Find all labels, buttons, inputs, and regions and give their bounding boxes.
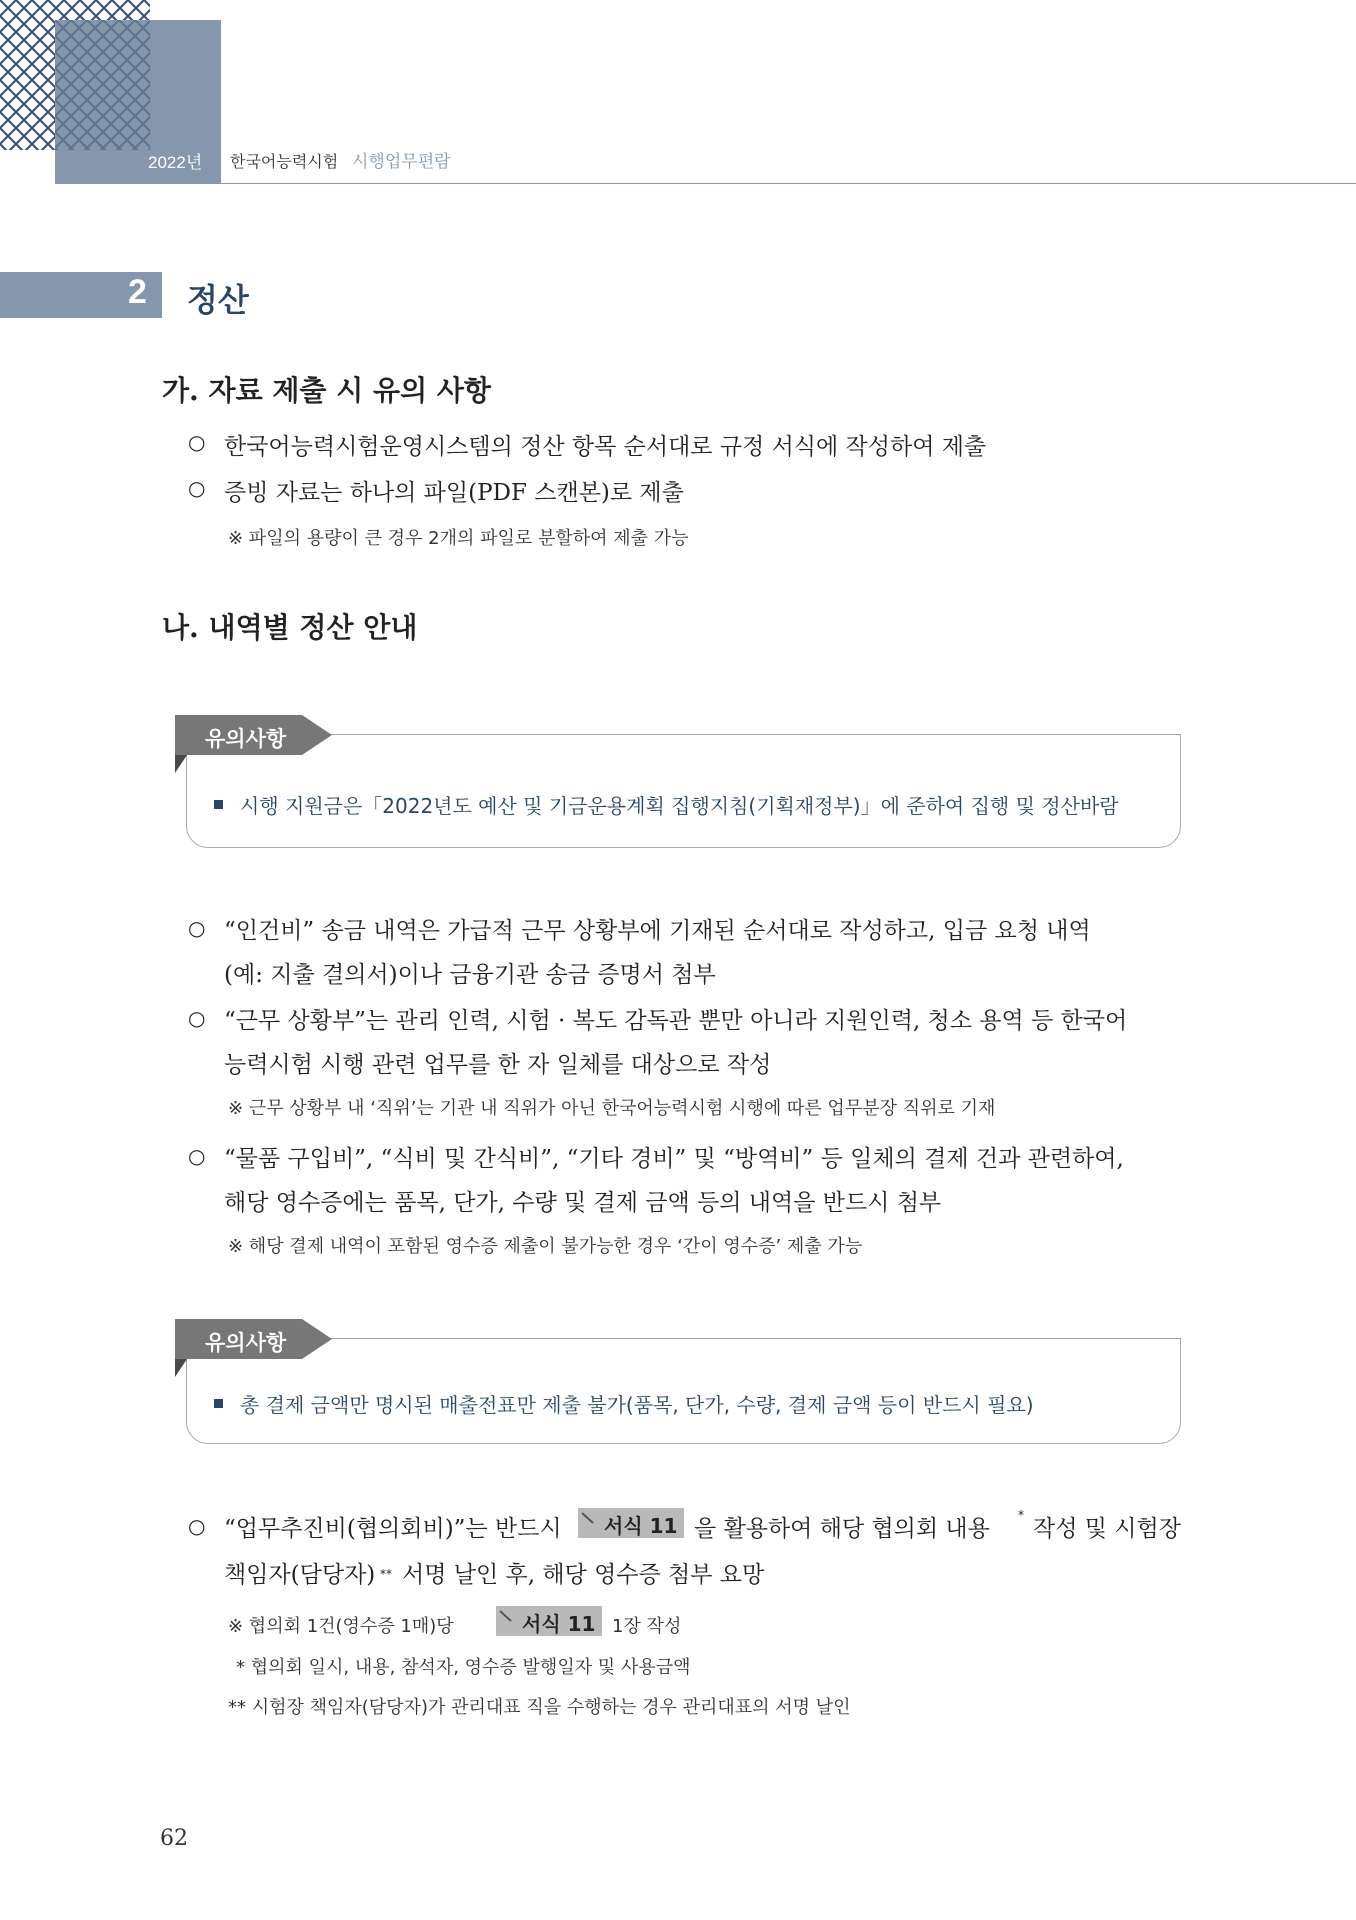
bullet-icon: ○ xyxy=(188,1514,206,1538)
caution-text: 총 결제 금액만 명시된 매출전표만 제출 불가(품목, 단가, 수량, 결제 금액 등이 반드시 필요) xyxy=(240,1393,1034,1417)
bullet-icon: ○ xyxy=(188,430,206,454)
bullet-icon: ○ xyxy=(188,916,206,940)
caution-text: 시행 지원금은「2022년도 예산 및 기금운용계획 집행지침(기획재정부)」에 준하여 집행 및 정산바람 xyxy=(240,794,1119,818)
bullet-text-cont: 능력시험 시행 관련 업무를 한 자 일체를 대상으로 작성 xyxy=(224,1052,772,1078)
bullet-text-cont: 책임자(담당자) xyxy=(224,1562,376,1588)
bullet-text-part: 을 활용하여 해당 협의회 내용 xyxy=(694,1516,990,1542)
section-number: 2 xyxy=(128,273,147,311)
bullet-text-part: “업무추진비(협의회비)”는 반드시 xyxy=(224,1516,562,1542)
note-text-part: ※ 협의회 1건(영수증 1매)당 xyxy=(228,1616,454,1637)
caution-label: 유의사항 xyxy=(205,1331,287,1355)
form-badge-label: 서식 11 xyxy=(522,1612,596,1636)
note-text-part: 1장 작성 xyxy=(612,1616,682,1637)
bullet-text-cont: 해당 영수증에는 품목, 단가, 수량 및 결제 금액 등의 내역을 반드시 첨부 xyxy=(224,1190,942,1216)
square-bullet-icon xyxy=(214,800,223,809)
bullet-text: “인건비” 송금 내역은 가급적 근무 상황부에 기재된 순서대로 작성하고, 입금 요청 내역 xyxy=(224,918,1091,944)
caution-label: 유의사항 xyxy=(205,727,287,751)
header-subtitle: 시행업무편람 xyxy=(352,152,451,172)
bullet-text-cont: 서명 날인 후, 해당 영수증 첨부 요망 xyxy=(402,1562,765,1588)
note-text: ※ 해당 결제 내역이 포함된 영수증 제출이 불가능한 경우 ‘간이 영수증’ 제출 가능 xyxy=(228,1236,863,1257)
bullet-text: 증빙 자료는 하나의 파일(PDF 스캔본)로 제출 xyxy=(224,480,684,506)
square-bullet-icon xyxy=(214,1399,223,1408)
header-lattice-overlay xyxy=(55,20,150,150)
subheading-b: 나. 내역별 정산 안내 xyxy=(162,611,418,644)
bullet-icon: ○ xyxy=(188,1144,206,1168)
bullet-text-cont: (예: 지출 결의서)이나 금융기관 송금 증명서 첨부 xyxy=(224,962,716,988)
section-title: 정산 xyxy=(187,281,249,319)
note-text: ※ 근무 상황부 내 ‘직위’는 기관 내 직위가 아닌 한국어능력시험 시행에 따른 업무분장 직위로 기재 xyxy=(228,1098,996,1119)
badge-corner-icon xyxy=(499,1609,513,1623)
subheading-a: 가. 자료 제출 시 유의 사항 xyxy=(162,374,491,407)
footnote-text: ** 시험장 책임자(담당자)가 관리대표 직을 수행하는 경우 관리대표의 서명 날인 xyxy=(228,1697,851,1718)
bullet-text: 한국어능력시험운영시스템의 정산 항목 순서대로 규정 서식에 작성하여 제출 xyxy=(224,434,987,460)
note-text: ※ 파일의 용량이 큰 경우 2개의 파일로 분할하여 제출 가능 xyxy=(228,528,689,549)
bullet-text: “물품 구입비”, “식비 및 간식비”, “기타 경비” 및 “방역비” 등 일체의 결제 건과 관련하여, xyxy=(224,1146,1124,1172)
header-year: 2022년 xyxy=(148,153,203,172)
page-number: 62 xyxy=(160,1826,188,1851)
bullet-icon: ○ xyxy=(188,476,206,500)
header-title: 한국어능력시험 xyxy=(230,152,339,171)
bullet-text-part: 작성 및 시험장 xyxy=(1033,1516,1181,1542)
bullet-text: “근무 상황부”는 관리 인력, 시험 · 복도 감독관 뿐만 아니라 지원인력, 청소 용역 등 한국어 xyxy=(224,1008,1128,1034)
footnote-mark: ** xyxy=(380,1567,392,1581)
bullet-icon: ○ xyxy=(188,1006,206,1030)
header-rule xyxy=(221,183,1356,184)
footnote-text: * 협의회 일시, 내용, 참석자, 영수증 발행일자 및 사용금액 xyxy=(236,1657,691,1678)
footnote-mark: * xyxy=(1018,1508,1024,1522)
form-badge-label: 서식 11 xyxy=(604,1514,678,1538)
badge-corner-icon xyxy=(581,1511,595,1525)
